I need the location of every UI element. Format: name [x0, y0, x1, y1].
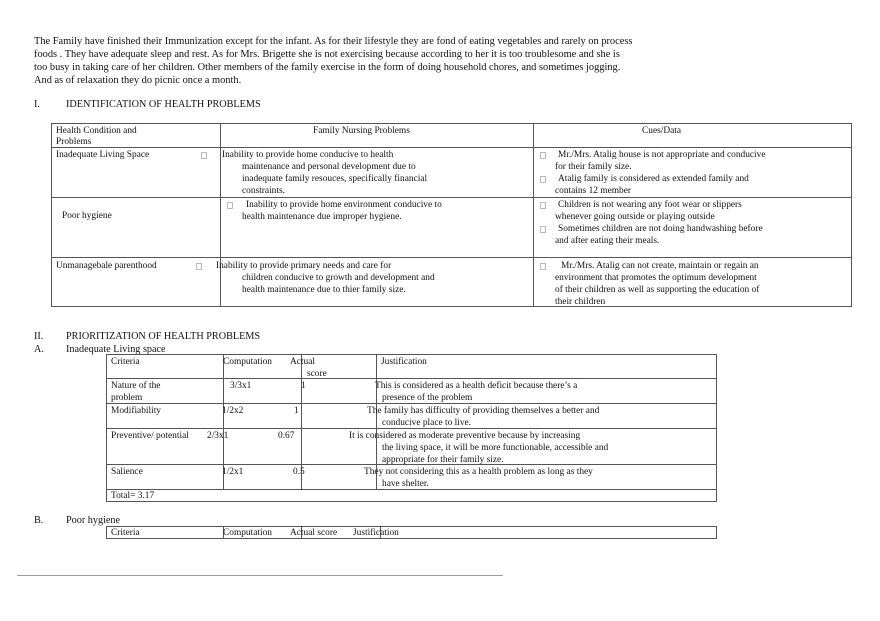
- header-actual-score: Actual score: [290, 528, 338, 538]
- score-cell: 1: [294, 406, 299, 416]
- bullet-icon: [540, 226, 546, 233]
- cue-line: their children: [555, 297, 606, 307]
- section2-numeral: II.: [34, 331, 44, 342]
- problem-line: Inability to provide home environment conducive to: [246, 200, 442, 210]
- problem-line: maintenance and personal development due to: [242, 162, 416, 172]
- condition-cell: Inadequate Living Space: [56, 150, 150, 160]
- problem-line: health maintenance due improper hygiene.: [242, 212, 402, 222]
- bullet-icon: [540, 202, 546, 209]
- criteria-cell: Salience: [111, 467, 143, 477]
- header-family-nursing-problems: Family Nursing Problems: [313, 126, 410, 136]
- cue-line: contains 12 member: [555, 186, 632, 196]
- header-justification: Justification: [353, 528, 399, 538]
- row-divider: [51, 197, 852, 198]
- intro-line: foods . They have adequate sleep and rest. As for Mrs. Brigette she is not exercising because according to her it is too troublesome and she is: [34, 48, 620, 60]
- bullet-icon: [196, 263, 202, 270]
- total-score: Total= 3.17: [111, 491, 155, 501]
- cue-line: of their children as well as supporting the education of: [555, 285, 760, 295]
- problem-line: inadequate family resouces, specifically financial: [242, 174, 428, 184]
- computation-cell: 3/3x1: [230, 381, 252, 391]
- justification-line: It is considered as moderate preventive because by increasing: [349, 431, 581, 441]
- bullet-icon: [540, 152, 546, 159]
- header-criteria: Criteria: [111, 357, 140, 367]
- cue-line: for their family size.: [555, 162, 632, 172]
- cue-line: and after eating their meals.: [555, 236, 660, 246]
- row-divider: [106, 378, 717, 379]
- subsection-b-letter: B.: [34, 515, 44, 526]
- bullet-icon: [540, 176, 546, 183]
- bullet-icon: [227, 202, 233, 209]
- computation-cell: 1/2x1: [222, 467, 244, 477]
- justification-line: The family has difficulty of providing themselves a better and: [367, 406, 600, 416]
- intro-line: And as of relaxation they do picnic once a month.: [34, 74, 242, 86]
- problem-line: Inability to provide primary needs and care for: [216, 261, 392, 271]
- header-justification: Justification: [381, 357, 427, 367]
- section2-title: PRIORITIZATION OF HEALTH PROBLEMS: [66, 331, 261, 342]
- condition-cell: Unmanagebale parenthood: [56, 261, 157, 271]
- table-border: [106, 526, 717, 539]
- problem-line: children conducive to growth and development and: [242, 273, 435, 283]
- header-health-condition-2: Problems: [56, 137, 92, 147]
- col-divider: [533, 123, 534, 307]
- justification-line: the living space, it will be more functionable, accessible and: [382, 443, 609, 453]
- row-divider: [51, 257, 852, 258]
- bullet-icon: [201, 152, 207, 159]
- justification-line: presence of the problem: [382, 393, 473, 403]
- problem-line: constraints.: [242, 186, 285, 196]
- criteria-cell: problem: [111, 393, 143, 403]
- header-criteria: Criteria: [111, 528, 140, 538]
- page-bottom-rule: [17, 575, 503, 576]
- cue-line: whenever going outside or playing outside: [555, 212, 715, 222]
- intro-line: The Family have finished their Immunization except for the infant. As for their lifestyle they are fond of eating vegetables and rarely on process: [34, 36, 633, 47]
- criteria-cell: Modifiability: [111, 406, 161, 416]
- justification-line: appropriate for their family size.: [382, 455, 504, 465]
- header-actual: Actual: [290, 357, 315, 367]
- subsection-a-letter: A.: [34, 344, 44, 355]
- criteria-cell: Nature of the: [111, 381, 161, 391]
- header-cues-data: Cues/Data: [642, 126, 682, 136]
- justification-line: This is considered as a health deficit because there’s a: [375, 381, 578, 391]
- cue-line: Sometimes children are not doing handwashing before: [558, 224, 763, 234]
- header-score: score: [307, 369, 327, 379]
- criteria-cell: Preventive/ potential: [111, 431, 189, 441]
- condition-cell: Poor hygiene: [62, 211, 112, 221]
- cue-line: Mr./Mrs. Atalig house is not appropriate and conducive: [558, 150, 766, 160]
- bullet-icon: [540, 263, 546, 270]
- score-cell: 0.5: [293, 467, 305, 477]
- score-cell: 0.67: [278, 431, 295, 441]
- problem-line: Inability to provide home conducive to health: [222, 150, 394, 160]
- justification-line: They not considering this as a health problem as long as they: [364, 467, 593, 477]
- cue-line: Mr./Mrs. Atalig can not create, maintain or regain an: [561, 261, 759, 271]
- cue-line: Atalig family is considered as extended family and: [558, 174, 749, 184]
- justification-line: have shelter.: [382, 479, 429, 489]
- intro-paragraph: [34, 36, 694, 88]
- section1-numeral: I.: [34, 99, 40, 110]
- score-cell: 1: [301, 381, 306, 391]
- subsection-a-title: Inadequate Living space: [66, 344, 166, 355]
- intro-line: too busy in taking care of her children. Other members of the family exercise in the form of doing household chores, and sometimes jogging.: [34, 61, 621, 73]
- problem-line: health maintenance due to thier family size.: [242, 285, 406, 295]
- justification-line: conducive place to live.: [382, 418, 472, 428]
- header-health-condition: Health Condition and: [56, 126, 137, 136]
- computation-cell: 2/3x1: [207, 431, 229, 441]
- header-computation: Computation: [223, 528, 272, 538]
- row-divider: [51, 147, 852, 148]
- cue-line: environment that promotes the optimum development: [555, 273, 757, 283]
- header-computation: Computation: [223, 357, 272, 367]
- subsection-b-title: Poor hygiene: [66, 515, 121, 526]
- computation-cell: 1/2x2: [222, 406, 244, 416]
- col-divider: [220, 123, 221, 307]
- section1-title: IDENTIFICATION OF HEALTH PROBLEMS: [66, 99, 261, 110]
- cue-line: Children is not wearing any foot wear or slippers: [558, 200, 742, 210]
